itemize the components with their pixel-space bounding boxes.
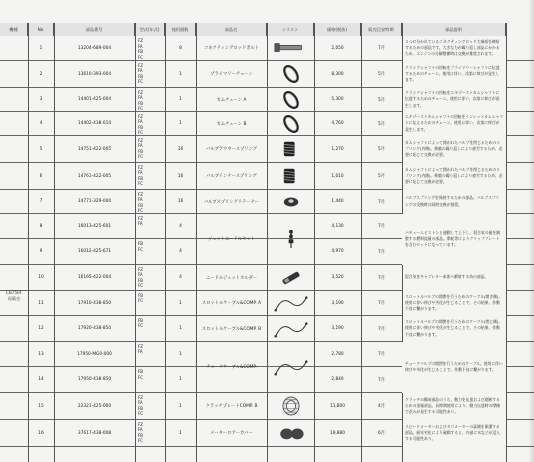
row-number: 5 bbox=[39, 146, 43, 152]
model-code: FZ bbox=[138, 394, 144, 400]
part-illustration bbox=[267, 393, 314, 420]
model-code: FC bbox=[138, 374, 144, 380]
quantity: 4 bbox=[179, 223, 182, 229]
model-years bbox=[135, 36, 168, 63]
part-number: 14771-329-000 bbox=[77, 199, 112, 204]
quantity: 1 bbox=[179, 377, 182, 383]
part-name: スロットルケーブル&COMP. A bbox=[201, 301, 262, 306]
part-description: スロットルバルブの開閉を行うためのケーブル(閉じ側)。使用に伴い伸びや劣化が生じることで、その結果、作動不良に繋がります。 bbox=[402, 316, 506, 342]
column-header: 価格(税抜) bbox=[314, 23, 361, 36]
price: 2,840 bbox=[331, 377, 344, 383]
model-years bbox=[135, 291, 168, 318]
column-header: 型式(年式) bbox=[135, 23, 165, 36]
model-code: FC bbox=[138, 283, 144, 289]
model-years bbox=[135, 420, 168, 449]
cover-icon bbox=[273, 422, 309, 444]
price: 2,050 bbox=[331, 45, 344, 51]
model-years bbox=[135, 393, 168, 422]
row-number: 9 bbox=[39, 249, 43, 255]
quantity: 1 bbox=[179, 121, 182, 126]
part-illustration bbox=[267, 265, 314, 291]
model-code: FZ bbox=[138, 164, 144, 170]
spring-icon bbox=[273, 138, 309, 160]
part-name: メーターロアーカバー bbox=[210, 431, 253, 436]
model-years bbox=[135, 367, 168, 395]
part-illustration bbox=[267, 342, 314, 393]
holder-icon bbox=[273, 267, 309, 289]
sale-period: 5月 bbox=[377, 97, 386, 103]
needle-icon bbox=[273, 228, 309, 250]
cable-icon bbox=[273, 292, 309, 314]
column-rule bbox=[28, 23, 29, 462]
part-name: バルブインナースプリング bbox=[206, 174, 257, 179]
row-number: 12 bbox=[38, 326, 44, 331]
cable-icon bbox=[273, 318, 309, 340]
part-number: 14751-422-005 bbox=[77, 146, 112, 152]
price: 11,800 bbox=[329, 403, 346, 409]
model-years bbox=[135, 342, 168, 370]
model-code: FA bbox=[138, 119, 143, 125]
model-code: FZ bbox=[138, 343, 144, 349]
model-code: FA bbox=[138, 400, 143, 406]
row-number: 14 bbox=[38, 377, 44, 383]
price: 1,010 bbox=[331, 173, 344, 179]
model-years bbox=[135, 61, 168, 90]
part-name: ジェットニードルセット bbox=[207, 237, 255, 242]
quantity: 1 bbox=[179, 326, 182, 331]
clutch-plate-icon bbox=[273, 395, 309, 417]
model-code: FZ bbox=[138, 113, 144, 119]
model-code: FZ bbox=[138, 215, 144, 221]
model-code: FA bbox=[138, 197, 143, 203]
part-description: チョークバルブの開閉を行うためのケーブル。使用に伴い伸びや劣化が生じることで、作動不良に繋がります。 bbox=[402, 342, 506, 393]
part-illustration bbox=[267, 88, 314, 112]
part-number: 17920-438-850 bbox=[77, 326, 112, 331]
model-code: FC bbox=[138, 154, 144, 160]
quantity: 16 bbox=[177, 199, 184, 204]
row-number: 1 bbox=[39, 45, 43, 51]
price: 4,760 bbox=[331, 121, 344, 126]
part-name: チョークケーブル&COMP. bbox=[206, 365, 257, 370]
chain-icon bbox=[273, 63, 309, 85]
part-illustration bbox=[267, 316, 314, 342]
model-code: FA bbox=[138, 349, 143, 355]
sale-period: 5月 bbox=[377, 174, 386, 179]
column-header: 機種 bbox=[0, 23, 28, 36]
row-number: 13 bbox=[38, 351, 44, 357]
part-illustration bbox=[267, 61, 314, 88]
model-code: FZ bbox=[138, 137, 144, 143]
retainer-icon bbox=[273, 191, 309, 213]
part-description: スロットルバルブの開閉を行うためのケーブル(開き側)。使用に伴い伸びや劣化が生じることで、その結果、作動不良に繋がります。 bbox=[402, 291, 506, 316]
part-description: スピードメーターおよびタコメーターの裏側を保護する部品。経年劣化により破損すると、内部に水などが浸入する可能性あり。 bbox=[402, 420, 506, 447]
model-code: FC bbox=[138, 298, 144, 304]
model-code: FB bbox=[138, 405, 144, 411]
part-name: クラッチプレートCOMP. B bbox=[205, 404, 258, 409]
column-rule bbox=[165, 23, 166, 462]
sale-period: 7月 bbox=[377, 275, 386, 281]
column-header: 部品番号 bbox=[54, 23, 135, 36]
part-name: コネクティングロッドボルト bbox=[203, 46, 260, 52]
model-code: FC bbox=[138, 246, 144, 252]
part-description: バルブスプリングを保持するための部品。バルブスプリングの交換時は同時交換が推奨。 bbox=[402, 190, 506, 214]
sale-period: 7月 bbox=[377, 46, 386, 52]
part-description: エキゾーストカムシャフトの回転をインレットカムシャフトに伝えるためのチェーン。使用に伴い、次第に伸びが発生します。 bbox=[402, 112, 506, 136]
model-code: FC bbox=[138, 181, 144, 187]
part-number: 22321-425-000 bbox=[77, 403, 112, 409]
model-years bbox=[135, 136, 168, 165]
column-header: 部品名 bbox=[196, 23, 267, 36]
part-illustration bbox=[267, 163, 314, 190]
model-code: FA bbox=[138, 43, 143, 49]
column-rule bbox=[54, 23, 55, 462]
part-number: 16012-425-671 bbox=[77, 249, 112, 255]
quantity: 1 bbox=[179, 300, 182, 306]
price: 1,270 bbox=[331, 146, 344, 152]
model-code: FC bbox=[138, 79, 144, 85]
model-years bbox=[135, 190, 168, 216]
column-header: No bbox=[28, 23, 54, 36]
quantity: 4 bbox=[179, 249, 182, 255]
price: 19,880 bbox=[329, 430, 346, 436]
row-number: 4 bbox=[39, 121, 43, 126]
row-number: 7 bbox=[39, 199, 43, 204]
price: 3,520 bbox=[331, 275, 344, 280]
sale-period: 7月 bbox=[377, 224, 386, 230]
model-code: FC bbox=[138, 438, 144, 444]
part-description: クランクシャフトの回転をエキゾーストカムシャフトに伝達するためのチェーン。使用に伴い、次第に伸びが発生します。 bbox=[402, 88, 506, 112]
sale-period: 7月 bbox=[377, 352, 386, 358]
part-description: カムシャフトによって開かれたバルブを閉じるためのスプリング(内側)。伸縮の繰り返しにより疲労するため、必要に応じて交換が必要。 bbox=[402, 163, 506, 190]
part-description: クラッチの構成部品のうち、動力を伝達および遮断するための金属部品。長時間使用により、動力伝達時の摩擦で歪みが発生する可能性あり。 bbox=[402, 393, 506, 420]
price: 8,300 bbox=[331, 71, 344, 77]
model-code: FA bbox=[138, 170, 143, 176]
part-illustration bbox=[267, 190, 314, 214]
model-code: FC bbox=[138, 54, 144, 60]
price: 4,130 bbox=[331, 223, 344, 229]
model-code: FC bbox=[138, 106, 144, 112]
part-number: 16165-422-004 bbox=[77, 275, 112, 280]
sale-period: 7月 bbox=[377, 301, 386, 306]
model-years bbox=[135, 265, 168, 293]
row-number: 11 bbox=[38, 300, 44, 306]
model-years bbox=[135, 214, 168, 242]
model-code: FB bbox=[138, 292, 144, 298]
spring-icon bbox=[273, 165, 309, 187]
model-code: FZ bbox=[138, 266, 144, 272]
row-number: 3 bbox=[39, 97, 43, 102]
model-code: FB bbox=[138, 277, 144, 283]
quantity: 1 bbox=[179, 71, 182, 77]
part-name: カムチェーン B bbox=[216, 121, 247, 127]
model-code: FA bbox=[138, 143, 143, 149]
row-number: 15 bbox=[38, 403, 44, 409]
model-code: FB bbox=[138, 202, 144, 208]
sale-period: 7月 bbox=[377, 377, 386, 383]
quantity: 8 bbox=[179, 45, 182, 51]
column-rule bbox=[135, 23, 136, 462]
column-header: 使用個数 bbox=[165, 23, 196, 36]
part-number: 13610-393-004 bbox=[77, 71, 112, 77]
quantity: 1 bbox=[179, 97, 182, 102]
model-code: FA bbox=[138, 272, 143, 278]
part-illustration bbox=[267, 112, 314, 136]
model-code: FB bbox=[138, 317, 144, 323]
cable-icon bbox=[273, 356, 309, 378]
sale-period: 7月 bbox=[377, 199, 386, 205]
sale-period: 6月 bbox=[377, 431, 386, 436]
price: 3,190 bbox=[331, 300, 344, 306]
part-illustration bbox=[267, 136, 314, 163]
model-code: FC bbox=[138, 208, 144, 214]
part-name: ニードルジェットホルダー bbox=[205, 275, 258, 281]
model-code: FB bbox=[138, 175, 144, 181]
price: 5,300 bbox=[331, 97, 344, 102]
model-code: FZ bbox=[138, 38, 144, 43]
model-years bbox=[135, 112, 168, 138]
model-code: FZ bbox=[138, 421, 144, 427]
model-code: FB bbox=[138, 432, 144, 438]
part-illustration bbox=[267, 291, 314, 316]
model-code: FB bbox=[138, 73, 144, 79]
quantity: 16 bbox=[177, 146, 184, 152]
model-code: FB bbox=[138, 49, 144, 55]
model-code: FZ bbox=[138, 62, 144, 68]
model-code: FA bbox=[138, 68, 143, 74]
part-name: バルブアウタースプリング bbox=[205, 147, 258, 152]
model-years bbox=[135, 239, 168, 267]
column-header: イラスト bbox=[267, 23, 314, 36]
machine-label: CB750F 再販売 bbox=[5, 290, 23, 301]
model-code: FC bbox=[138, 323, 144, 329]
part-name: カムチェーン A bbox=[216, 97, 247, 103]
column-header: 販売目安時期 bbox=[361, 23, 402, 36]
quantity: 4 bbox=[179, 275, 182, 280]
row-number: 6 bbox=[39, 173, 43, 179]
part-number: 14401-425-004 bbox=[77, 97, 112, 102]
price: 4,970 bbox=[331, 249, 344, 255]
model-code: FC bbox=[138, 130, 144, 136]
part-description: クランクシャフトの回転をプライマリーシャフトに伝達するためのチェーン。使用に伴い、次第に伸びが発生します。 bbox=[402, 61, 506, 88]
sale-period: 5月 bbox=[377, 72, 386, 77]
sale-period: 5月 bbox=[377, 121, 386, 127]
row-number: 10 bbox=[38, 275, 44, 280]
part-name: プライマリーチェーン bbox=[210, 72, 253, 77]
price: 3,190 bbox=[331, 326, 344, 331]
column-header: 部品説明 bbox=[402, 23, 506, 36]
part-illustration bbox=[267, 36, 314, 61]
sale-period: 4月 bbox=[377, 404, 386, 409]
model-code: FB bbox=[138, 369, 144, 374]
model-code: FA bbox=[138, 221, 143, 227]
row-number: 8 bbox=[39, 223, 43, 229]
model-code: FC bbox=[138, 411, 144, 417]
part-description: カムシャフトによって開かれたバルブを閉じるためのスプリング(外側)。伸縮の繰り返しにより疲労するため、必要に応じて交換が必要。 bbox=[402, 136, 506, 163]
quantity: 16 bbox=[177, 173, 184, 179]
bolt-icon bbox=[273, 37, 309, 59]
quantity: 1 bbox=[179, 351, 182, 357]
model-years bbox=[135, 163, 168, 192]
part-name: スロットルケーブル&COMP. B bbox=[201, 326, 262, 332]
part-number: 17910-438-850 bbox=[77, 300, 112, 306]
part-number: 17950-MG0-000 bbox=[77, 351, 112, 357]
price: 1,440 bbox=[331, 199, 344, 204]
part-description: 混合気をキャブレター本体へ噴射する為の部品。 bbox=[402, 265, 506, 291]
part-illustration bbox=[267, 420, 314, 447]
part-number: 37617-438-008 bbox=[77, 430, 112, 436]
part-description: バキュームピストンと連動して上下し、混合気の量を調整する燃料流量の部品。摩耗等によりクリッププレートを含むセットになっています。 bbox=[402, 214, 506, 265]
part-number: 16013-425-601 bbox=[77, 223, 112, 229]
quantity: 1 bbox=[179, 403, 182, 409]
part-description: ２つに分かれているコネクティングロッド大端部を締結するための部品です。大きな力が繰り返し部品にかかるため、エンジンの分解整備時は交換が推奨されます。 bbox=[402, 36, 506, 61]
model-code: FB bbox=[138, 148, 144, 154]
model-code: FB bbox=[138, 100, 144, 106]
quantity: 1 bbox=[179, 430, 182, 436]
model-code: FB bbox=[138, 124, 144, 130]
price: 2,780 bbox=[331, 351, 344, 357]
model-code: FA bbox=[138, 427, 143, 433]
model-years bbox=[135, 316, 168, 344]
model-code: FZ bbox=[138, 191, 144, 197]
part-number: 14402-438-014 bbox=[77, 121, 112, 126]
chain-icon bbox=[273, 113, 309, 135]
row-number: 2 bbox=[39, 71, 43, 77]
sale-period: 5月 bbox=[377, 147, 386, 152]
chain-icon bbox=[273, 89, 309, 111]
column-rule bbox=[361, 23, 362, 462]
sale-period: 7月 bbox=[377, 326, 386, 332]
part-number: 13204-689-004 bbox=[77, 45, 112, 51]
part-number: 14761-422-005 bbox=[77, 173, 112, 179]
model-code: FB bbox=[138, 241, 144, 246]
model-code: FZ bbox=[138, 89, 144, 95]
row-number: 16 bbox=[38, 430, 44, 436]
part-number: 17950-438-850 bbox=[77, 377, 112, 383]
part-illustration bbox=[267, 214, 314, 265]
part-name: バルブスプリングリテーナー bbox=[203, 199, 260, 205]
sale-period: 7月 bbox=[377, 249, 386, 255]
model-code: FA bbox=[138, 95, 143, 101]
model-years bbox=[135, 88, 168, 114]
